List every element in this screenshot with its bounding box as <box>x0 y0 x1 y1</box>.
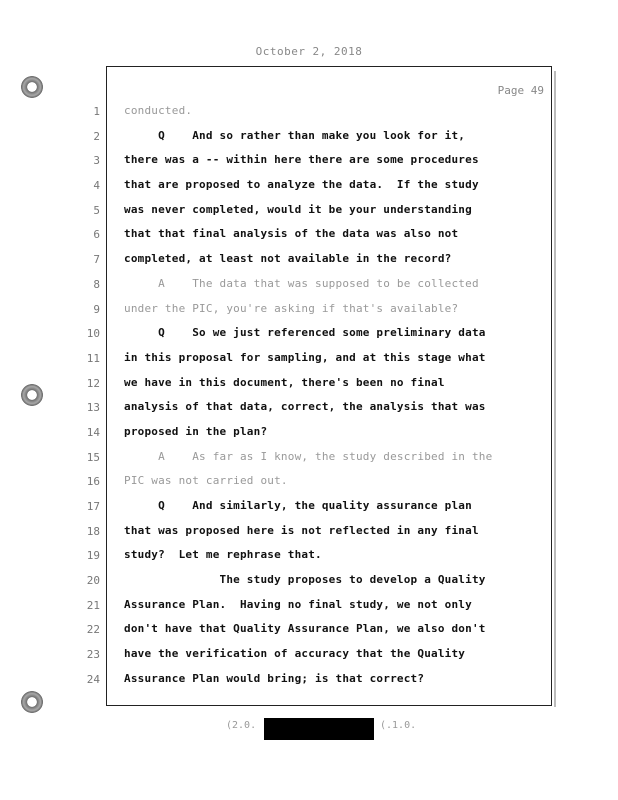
transcript-line <box>0 300 618 325</box>
line-number: 17 <box>86 500 100 513</box>
line-text: completed, at least not available in the record? <box>124 252 452 266</box>
line-number: 9 <box>93 302 100 316</box>
line-text: that was proposed here is not reflected in any final <box>124 523 479 537</box>
transcript-line <box>0 374 618 399</box>
transcript-line <box>0 472 618 497</box>
line-number: 21 <box>86 598 100 612</box>
footer-right-text: (.1.0. <box>380 720 417 731</box>
line-number: 13 <box>86 401 100 415</box>
line-number: 16 <box>86 475 100 489</box>
transcript-line <box>0 398 618 423</box>
transcript-line <box>0 349 618 374</box>
transcript-line <box>0 620 618 645</box>
line-text: under the PIC, you're asking if that's available? <box>124 301 459 315</box>
footer <box>0 718 618 740</box>
transcript-line <box>0 670 618 695</box>
line-text: have the verification of accuracy that the Quality <box>124 647 466 661</box>
footer-left-text: (2.0. <box>226 720 257 731</box>
line-number: 15 <box>86 450 100 464</box>
transcript-line <box>0 201 618 226</box>
transcript-line <box>0 324 618 349</box>
line-text: that that final analysis of the data was also not <box>124 227 459 241</box>
line-number: 20 <box>86 574 100 588</box>
line-number: 2 <box>93 129 100 143</box>
transcript-line <box>0 127 618 152</box>
transcript-line <box>0 102 618 127</box>
line-text: Q So we just referenced some preliminary data <box>124 326 486 340</box>
line-number: 22 <box>86 623 100 637</box>
line-text: conducted. <box>124 104 193 117</box>
binder-hole-icon <box>21 76 43 98</box>
line-text: we have in this document, there's been no final <box>124 375 445 389</box>
line-number: 1 <box>93 105 100 118</box>
line-number: 18 <box>86 524 100 538</box>
line-number: 10 <box>86 327 100 341</box>
line-text: Q And similarly, the quality assurance plan <box>124 499 472 512</box>
line-number: 23 <box>86 648 100 662</box>
line-number: 6 <box>93 228 100 242</box>
line-text: Assurance Plan. Having no final study, we not only <box>124 597 472 611</box>
transcript-lines <box>0 102 618 695</box>
page-number: Page 49 <box>497 84 544 97</box>
transcript-line <box>0 522 618 547</box>
line-text: Q And so rather than make you look for it, <box>124 128 466 142</box>
line-text: in this proposal for sampling, and at this stage what <box>124 350 486 364</box>
transcript-line <box>0 250 618 275</box>
transcript-line <box>0 448 618 473</box>
line-text: Assurance Plan would bring; is that correct? <box>124 671 425 685</box>
line-number: 7 <box>93 253 100 267</box>
transcript-line <box>0 546 618 571</box>
redaction-bar <box>264 718 374 740</box>
transcript-line <box>0 571 618 596</box>
transcript-line <box>0 497 618 522</box>
line-text: that are proposed to analyze the data. If the study <box>124 178 479 192</box>
transcript-line <box>0 275 618 300</box>
line-text: study? Let me rephrase that. <box>124 548 322 562</box>
line-text: A The data that was supposed to be collected <box>124 276 479 290</box>
transcript-line <box>0 645 618 670</box>
transcript-line <box>0 596 618 621</box>
line-text: The study proposes to develop a Quality <box>124 573 486 587</box>
line-number: 12 <box>86 376 100 390</box>
line-number: 19 <box>86 549 100 563</box>
line-number: 3 <box>93 154 100 168</box>
transcript-line <box>0 176 618 201</box>
line-number: 8 <box>93 277 100 291</box>
line-number: 5 <box>93 203 100 217</box>
line-number: 14 <box>86 425 100 439</box>
line-number: 11 <box>86 351 100 365</box>
transcript-line <box>0 423 618 448</box>
header-date: October 2, 2018 <box>255 45 363 58</box>
line-text: there was a -- within here there are some procedures <box>124 153 479 167</box>
line-text: A As far as I know, the study described in the <box>124 449 493 463</box>
transcript-line <box>0 151 618 176</box>
line-text: proposed in the plan? <box>124 424 268 438</box>
line-text: was never completed, would it be your understanding <box>124 202 472 216</box>
line-number: 4 <box>93 179 100 193</box>
transcript-line <box>0 225 618 250</box>
line-text: PIC was not carried out. <box>124 474 288 488</box>
line-text: analysis of that data, correct, the analysis that was <box>124 400 486 414</box>
line-text: don't have that Quality Assurance Plan, we also don't <box>124 622 486 636</box>
line-number: 24 <box>86 672 100 686</box>
